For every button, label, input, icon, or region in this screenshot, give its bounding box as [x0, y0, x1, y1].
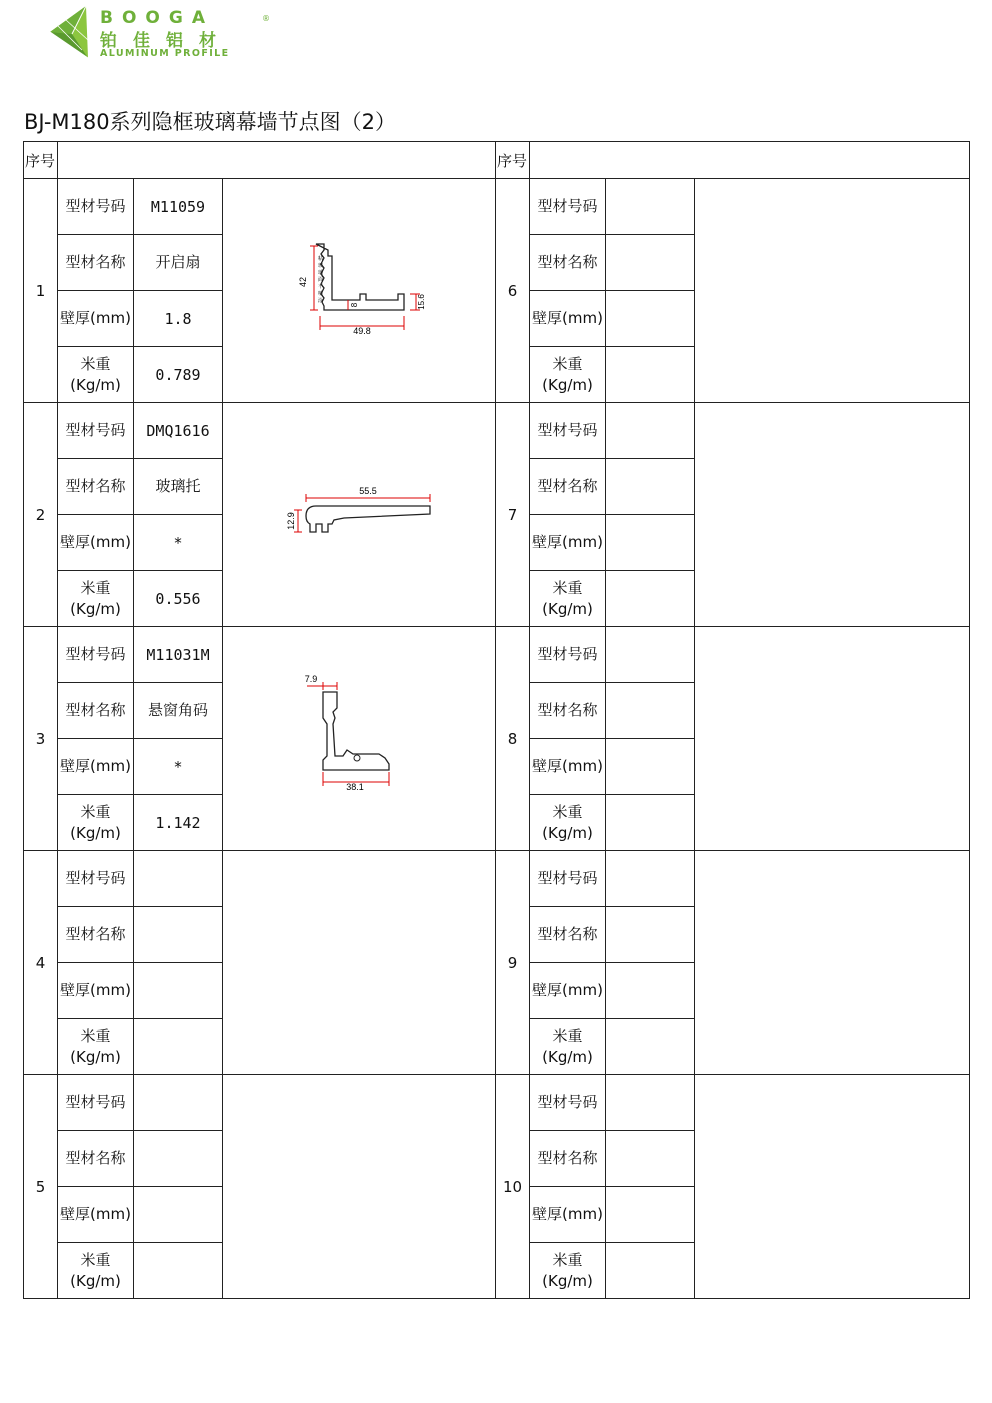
value-weight: 0.789 [134, 347, 223, 403]
value-name-empty [606, 683, 695, 739]
label-name: 型材名称 [58, 1131, 134, 1187]
table-row [24, 403, 970, 459]
profile-image-cell-empty [695, 179, 970, 403]
value-code [134, 1075, 223, 1131]
label-weight-line1: 米重 [552, 354, 583, 373]
label-thickness: 壁厚(mm) [530, 739, 606, 795]
profile-image-cell [223, 179, 496, 403]
label-thickness: 壁厚(mm) [530, 1187, 606, 1243]
label-thickness: 壁厚(mm) [530, 515, 606, 571]
profile-drawing-m11031m [299, 674, 419, 804]
brand-name-cn: 铂佳铝材 [100, 31, 232, 51]
profile-image-cell-empty [695, 403, 970, 627]
label-name: 型材名称 [530, 459, 606, 515]
value-code: M11031M [134, 627, 223, 683]
label-thickness: 壁厚(mm) [58, 291, 134, 347]
label-weight [530, 571, 606, 627]
dim-width: 55.5 [359, 485, 377, 496]
value-weight-empty [606, 795, 695, 851]
label-code: 型材号码 [58, 403, 134, 459]
label-weight [530, 347, 606, 403]
label-name: 型材名称 [530, 683, 606, 739]
value-thickness: 1.8 [134, 291, 223, 347]
value-weight [134, 1019, 223, 1075]
value-name-empty [606, 235, 695, 291]
label-code: 型材号码 [530, 851, 606, 907]
value-code: M11059 [134, 179, 223, 235]
profile-image-cell-empty [695, 851, 970, 1075]
label-weight-line1: 米重 [80, 1026, 111, 1045]
label-weight-line2: (Kg/m) [542, 599, 593, 618]
label-name: 型材名称 [58, 683, 134, 739]
label-code: 型材号码 [530, 179, 606, 235]
label-weight-line2: (Kg/m) [70, 375, 121, 394]
label-weight-line2: (Kg/m) [70, 599, 121, 618]
dim-right: 15.6 [417, 293, 426, 310]
document-title: BJ-M180系列隐框玻璃幕墙节点图（2） [24, 110, 396, 134]
serial-number-left: 4 [24, 851, 58, 1075]
header-blank-right [530, 142, 970, 179]
value-weight: 1.142 [134, 795, 223, 851]
table-row [24, 851, 970, 907]
label-weight [58, 1019, 134, 1075]
serial-number-right: 8 [496, 627, 530, 851]
dim-width: 49.8 [353, 325, 371, 336]
value-name: 开启扇 [134, 235, 223, 291]
value-name-empty [606, 907, 695, 963]
value-thickness-empty [606, 291, 695, 347]
profile-drawing-dmq1616 [284, 480, 434, 550]
label-thickness: 壁厚(mm) [58, 739, 134, 795]
value-thickness-empty [606, 1187, 695, 1243]
value-weight-empty [606, 571, 695, 627]
label-weight [530, 795, 606, 851]
value-name [134, 907, 223, 963]
value-weight-empty [606, 1019, 695, 1075]
profile-image-cell-empty [695, 627, 970, 851]
header-serial-left: 序号 [24, 142, 58, 179]
value-weight-empty [606, 1243, 695, 1299]
label-name: 型材名称 [58, 235, 134, 291]
label-weight-line1: 米重 [552, 1250, 583, 1269]
table-row [24, 1075, 970, 1131]
label-weight [530, 1243, 606, 1299]
header-serial-right: 序号 [496, 142, 530, 179]
value-thickness-empty [606, 963, 695, 1019]
serial-number-right: 9 [496, 851, 530, 1075]
label-weight-line1: 米重 [552, 578, 583, 597]
value-name: 玻璃托 [134, 459, 223, 515]
label-weight-line2: (Kg/m) [70, 1047, 121, 1066]
label-weight-line1: 米重 [552, 1026, 583, 1045]
dim-note: 粘玻璃面不喷涂 [318, 255, 324, 304]
label-thickness: 壁厚(mm) [530, 291, 606, 347]
value-code: DMQ1616 [134, 403, 223, 459]
label-name: 型材名称 [530, 1131, 606, 1187]
label-code: 型材号码 [58, 851, 134, 907]
table-header-row [24, 142, 970, 179]
label-thickness: 壁厚(mm) [58, 963, 134, 1019]
label-code: 型材号码 [530, 1075, 606, 1131]
label-weight [58, 347, 134, 403]
label-weight-line2: (Kg/m) [542, 1271, 593, 1290]
serial-number-right: 7 [496, 403, 530, 627]
serial-number-left: 1 [24, 179, 58, 403]
header-blank-left [58, 142, 496, 179]
label-weight-line2: (Kg/m) [542, 823, 593, 842]
table-row [24, 627, 970, 683]
value-thickness: * [134, 515, 223, 571]
value-code-empty [606, 179, 695, 235]
label-weight-line1: 米重 [80, 802, 111, 821]
value-weight: 0.556 [134, 571, 223, 627]
value-thickness [134, 1187, 223, 1243]
profile-image-cell [223, 1075, 496, 1299]
label-weight [58, 795, 134, 851]
label-code: 型材号码 [58, 627, 134, 683]
label-thickness: 壁厚(mm) [530, 963, 606, 1019]
dim-height: 42 [298, 276, 308, 287]
brand-name-en: BOOGA [100, 8, 214, 28]
label-thickness: 壁厚(mm) [58, 1187, 134, 1243]
value-name-empty [606, 1131, 695, 1187]
profile-table [23, 141, 970, 1299]
brand-subtitle: ALUMINUM PROFILE [100, 48, 230, 59]
label-weight-line1: 米重 [80, 578, 111, 597]
label-code: 型材号码 [530, 403, 606, 459]
label-weight [58, 571, 134, 627]
brand-logo [48, 4, 278, 62]
label-weight-line1: 米重 [552, 802, 583, 821]
profile-image-cell [223, 627, 496, 851]
serial-number-right: 6 [496, 179, 530, 403]
label-weight-line2: (Kg/m) [70, 823, 121, 842]
label-weight-line1: 米重 [80, 1250, 111, 1269]
profile-drawing-m11059 [284, 236, 434, 346]
value-weight [134, 1243, 223, 1299]
label-name: 型材名称 [530, 907, 606, 963]
value-name: 悬窗角码 [134, 683, 223, 739]
label-weight-line2: (Kg/m) [542, 1047, 593, 1066]
value-name [134, 1131, 223, 1187]
label-weight-line2: (Kg/m) [542, 375, 593, 394]
value-thickness-empty [606, 515, 695, 571]
registered-mark: ® [262, 14, 270, 23]
value-weight-empty [606, 347, 695, 403]
label-name: 型材名称 [530, 235, 606, 291]
dim-height: 12.9 [286, 511, 296, 530]
label-name: 型材名称 [58, 459, 134, 515]
value-code [134, 851, 223, 907]
label-thickness: 壁厚(mm) [58, 515, 134, 571]
profile-image-cell [223, 403, 496, 627]
label-weight [530, 1019, 606, 1075]
leaf-logo-icon [48, 4, 92, 60]
value-code-empty [606, 627, 695, 683]
label-weight [58, 1243, 134, 1299]
label-code: 型材号码 [58, 179, 134, 235]
serial-number-left: 5 [24, 1075, 58, 1299]
label-name: 型材名称 [58, 907, 134, 963]
value-code-empty [606, 851, 695, 907]
value-code-empty [606, 1075, 695, 1131]
serial-number-right: 10 [496, 1075, 530, 1299]
value-thickness: * [134, 739, 223, 795]
label-code: 型材号码 [530, 627, 606, 683]
serial-number-left: 2 [24, 403, 58, 627]
dim-width: 38.1 [346, 781, 364, 792]
value-thickness-empty [606, 739, 695, 795]
dim-inner: 8 [350, 302, 359, 307]
value-thickness [134, 963, 223, 1019]
dim-top: 7.9 [304, 673, 318, 684]
value-code-empty [606, 403, 695, 459]
label-weight-line2: (Kg/m) [70, 1271, 121, 1290]
table-row [24, 179, 970, 235]
profile-image-cell [223, 851, 496, 1075]
profile-image-cell-empty [695, 1075, 970, 1299]
label-code: 型材号码 [58, 1075, 134, 1131]
label-weight-line1: 米重 [80, 354, 111, 373]
serial-number-left: 3 [24, 627, 58, 851]
value-name-empty [606, 459, 695, 515]
